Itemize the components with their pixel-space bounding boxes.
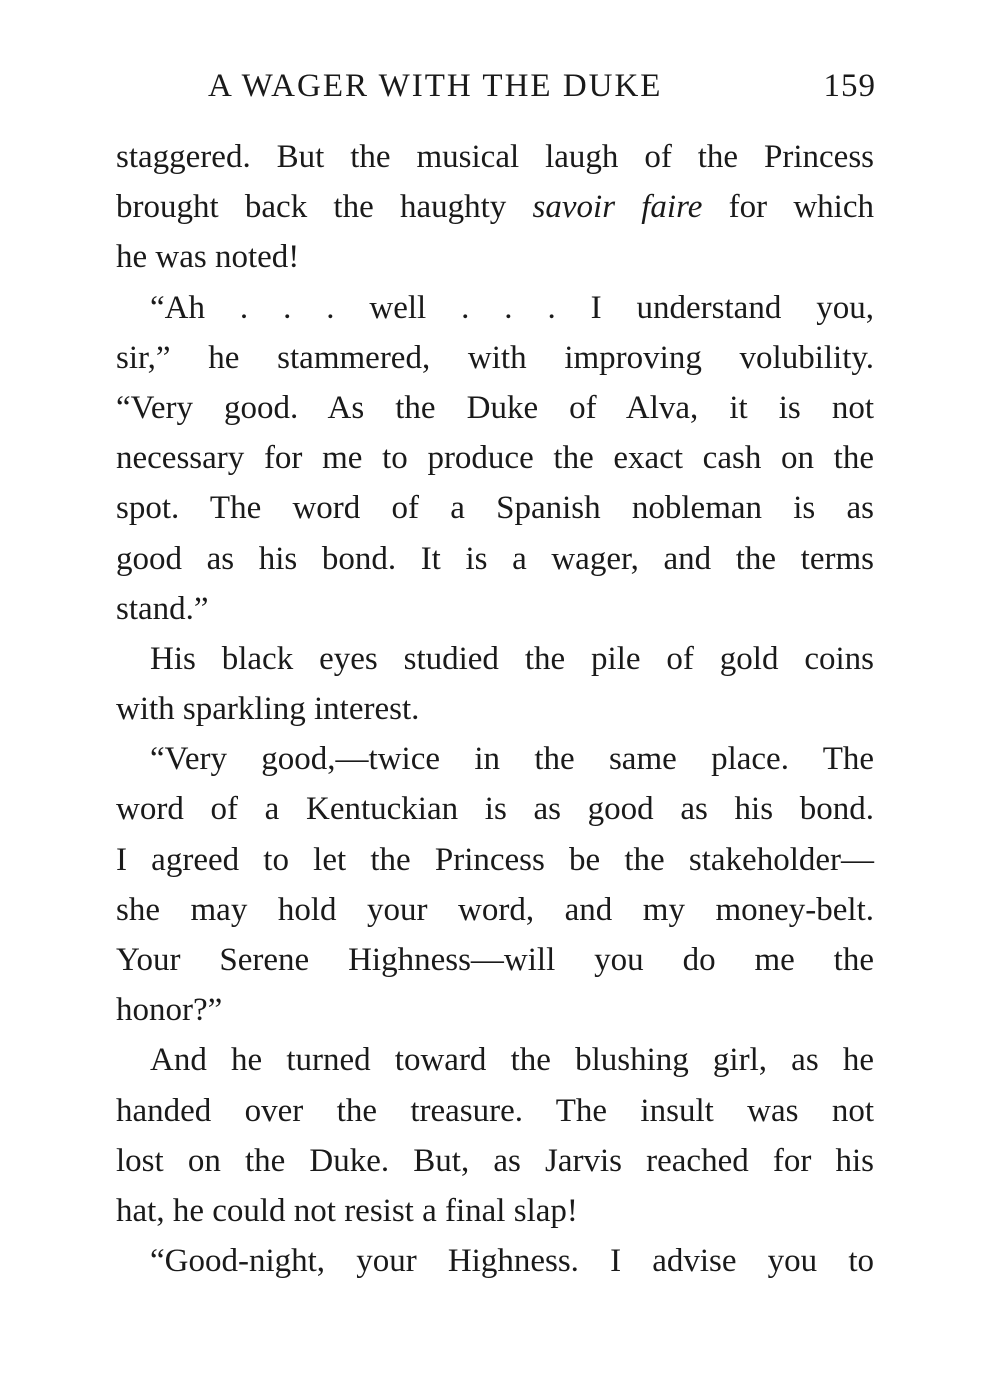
text-line: I agreed to let the Princess be the stakeholder— [116, 841, 874, 878]
text-line: “Ah . . . well . . . I understand you, [150, 289, 874, 326]
running-header [116, 68, 876, 112]
text-segment: brought back the haughty [116, 189, 533, 226]
text-line: with sparkling interest. [116, 691, 420, 728]
text-line: “Good-night, your Highness. I advise you to [150, 1243, 874, 1280]
text-line: staggered. But the musical laugh of the Princess [116, 139, 874, 175]
text-line: lost on the Duke. But, as Jarvis reached for his [116, 1142, 874, 1179]
text-line: Your Serene Highness—will you do me the [116, 942, 874, 978]
text-segment: for which [702, 189, 874, 226]
text-line: hat, he could not resist a final slap! [116, 1192, 578, 1229]
body-text [116, 132, 874, 1286]
text-line: spot. The word of a Spanish nobleman is as [116, 490, 874, 527]
text-line: she may hold your word, and my money-belt. [116, 891, 874, 928]
text-line: sir,” he stammered, with improving volubility. [116, 339, 874, 376]
text-line: word of a Kentuckian is as good as his bond. [116, 791, 874, 828]
text-line: “Very good,—twice in the same place. The [150, 741, 874, 778]
text-line: His black eyes studied the pile of gold coins [150, 640, 874, 677]
text-line: stand.” [116, 590, 209, 627]
text-line: good as his bond. It is a wager, and the terms [116, 540, 874, 577]
text-line: necessary for me to produce the exact cash on the [116, 440, 874, 477]
text-line: he was noted! [116, 239, 300, 276]
text-line [116, 182, 874, 232]
page-number: 159 [823, 68, 876, 104]
text-line: “Very good. As the Duke of Alva, it is not [116, 389, 874, 426]
running-title: A WAGER WITH THE DUKE [208, 68, 663, 104]
text-line: And he turned toward the blushing girl, as he [150, 1042, 874, 1079]
text-line: handed over the treasure. The insult was not [116, 1092, 874, 1129]
text-line: honor?” [116, 992, 223, 1029]
italic-phrase: savoir faire [532, 189, 703, 226]
